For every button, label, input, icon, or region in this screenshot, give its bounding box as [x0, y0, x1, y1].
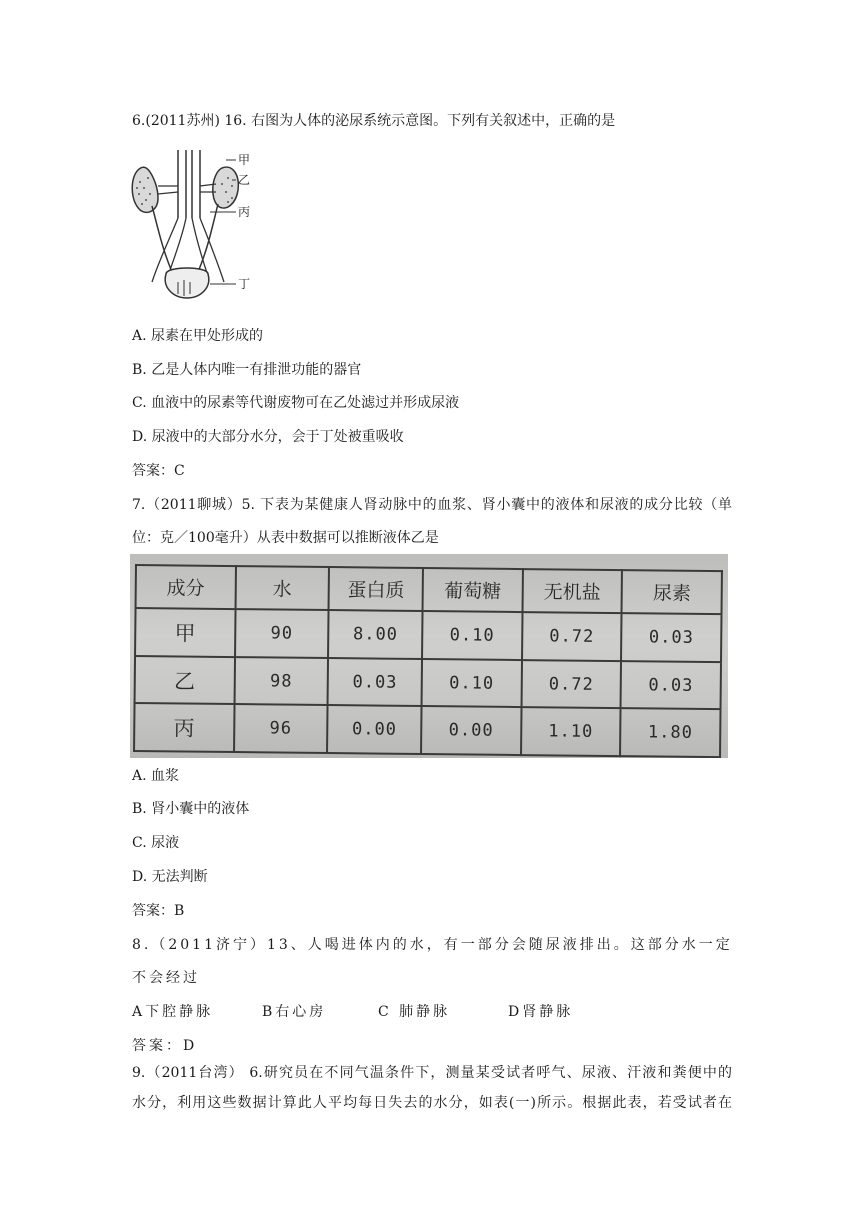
table-header-cell: 无机盐 [522, 569, 622, 613]
table-header-cell: 葡萄糖 [423, 568, 523, 612]
q7-option-d: D. 无法判断 [132, 869, 208, 885]
table-row [135, 656, 721, 710]
q6-option-d: D. 尿液中的大部分水分，会于丁处被重吸收 [132, 429, 404, 445]
table-cell: 0.00 [327, 705, 421, 754]
table-cell: 98 [234, 657, 328, 706]
table-cell: 0.00 [421, 706, 521, 755]
q8-option-d: D肾静脉 [508, 1004, 574, 1020]
q8-option-c: C 肺静脉 [378, 1004, 451, 1020]
urinary-system-figure [128, 148, 264, 302]
q6-option-a: A. 尿素在甲处形成的 [132, 328, 264, 344]
table-header-cell: 水 [235, 566, 329, 610]
q9-stem-line2: 水分，利用这些数据计算此人平均每日失去的水分，如表(一)所示。根据此表，若受试者在 [132, 1095, 732, 1111]
table-header-cell: 蛋白质 [329, 567, 423, 611]
q6-stem: 6.(2011苏州) 16. 右图为人体的泌尿系统示意图。下列有关叙述中，正确的是 [132, 113, 616, 129]
figure-label-yi: 乙 [238, 173, 251, 187]
table-cell: 0.10 [422, 659, 522, 708]
q6-option-b: B. 乙是人体内唯一有排泄功能的器官 [132, 362, 362, 378]
table-cell: 90 [235, 609, 329, 658]
table-header-cell: 成分 [136, 565, 236, 609]
table-row-label: 丙 [134, 703, 234, 752]
q8-stem-line1: 8.（2011济宁）13、人喝进体内的水，有一部分会随尿液排出。这部分水一定 [132, 937, 733, 953]
table-cell: 1.80 [620, 708, 720, 757]
composition-table [133, 564, 723, 758]
q9-stem-line1: 9.（2011台湾） 6.研究员在不同气温条件下，测量某受试者呼气、尿液、汗液和粪便中的 [132, 1065, 732, 1081]
table-cell: 0.72 [522, 612, 622, 661]
table-row [134, 703, 720, 757]
figure-label-jia: 甲 [238, 153, 251, 167]
table-cell: 0.10 [422, 611, 522, 660]
q7-option-a: A. 血浆 [132, 768, 180, 784]
table-cell: 1.10 [521, 707, 621, 756]
q7-stem-line1: 7.（2011聊城）5. 下表为某健康人肾动脉中的血浆、肾小囊中的液体和尿液的成分比较（单 [132, 497, 732, 513]
composition-table-photo [130, 554, 728, 758]
q7-answer: 答案：B [132, 903, 185, 919]
table-cell: 0.03 [621, 613, 721, 662]
q7-stem-line2: 位：克／100毫升）从表中数据可以推断液体乙是 [132, 530, 439, 546]
q8-option-b: B右心房 [262, 1004, 327, 1020]
table-header-cell: 尿素 [622, 570, 722, 614]
table-cell: 0.72 [521, 660, 621, 709]
table-header-row [136, 565, 722, 614]
q6-option-c: C. 血液中的尿素等代谢废物可在乙处滤过并形成尿液 [132, 395, 460, 411]
q7-option-b: B. 肾小囊中的液体 [132, 801, 250, 817]
table-cell: 8.00 [328, 610, 422, 659]
figure-label-ding: 丁 [238, 277, 251, 291]
q8-option-a: A下腔静脉 [132, 1004, 214, 1020]
table-cell: 0.03 [621, 661, 721, 710]
q8-stem-line2: 不会经过 [132, 970, 200, 986]
table-cell: 96 [234, 704, 328, 753]
q8-answer: 答案：D [132, 1038, 198, 1054]
q7-option-c: C. 尿液 [132, 835, 180, 851]
table-row-label: 甲 [135, 608, 235, 657]
q6-answer: 答案：C [132, 463, 185, 479]
table-row-label: 乙 [135, 656, 235, 705]
table-row [135, 608, 721, 662]
table-cell: 0.03 [328, 658, 422, 707]
figure-label-bing: 丙 [238, 205, 251, 219]
